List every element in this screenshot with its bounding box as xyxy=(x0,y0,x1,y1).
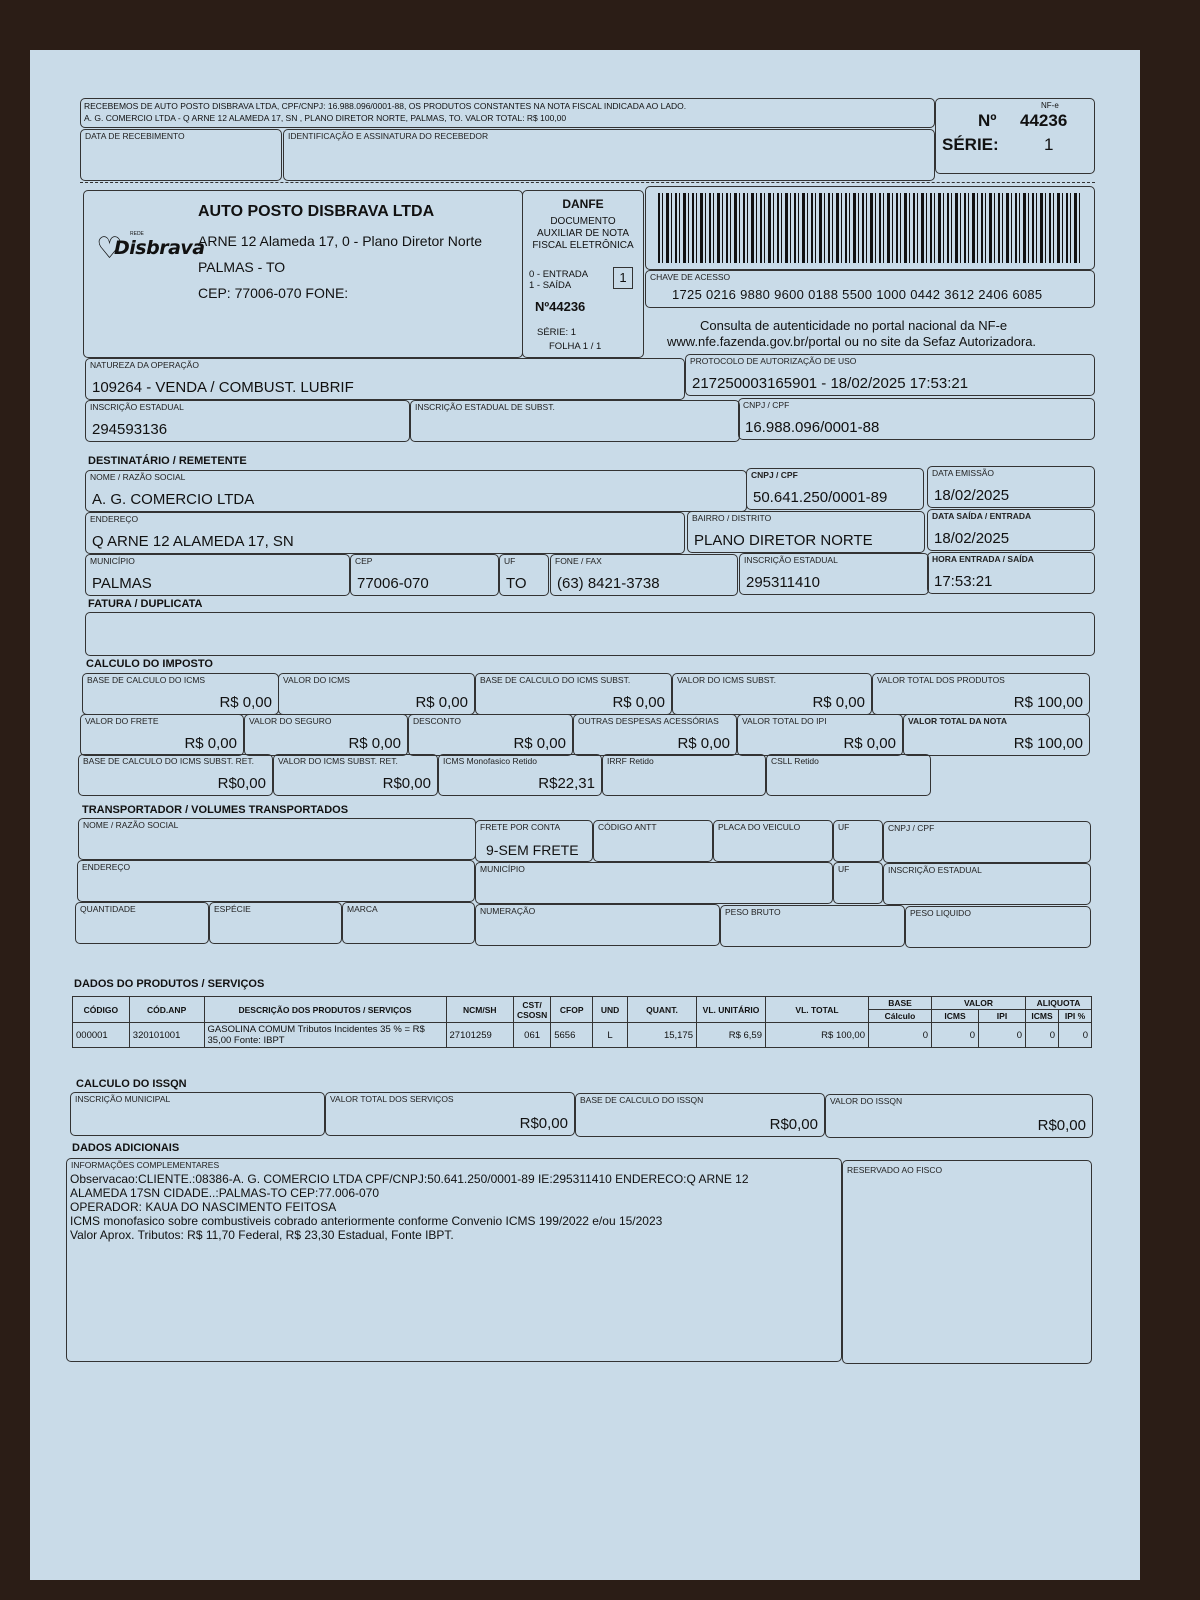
col-base-calculo: Cálculo xyxy=(869,1010,932,1023)
consult-text-1: Consulta de autenticidade no portal nacional da NF-e xyxy=(700,318,1008,333)
cell-valor-icms: 0 xyxy=(932,1023,979,1048)
cell-valor-ipi: 0 xyxy=(979,1023,1026,1048)
recipient-address-label: ENDEREÇO xyxy=(90,514,139,524)
tax-label: VALOR DO ICMS SUBST. xyxy=(677,675,777,685)
access-key: 1725 0216 9880 9600 0188 5500 1000 0442 3612 2406 6085 xyxy=(672,287,1043,302)
ie-label: INSCRIÇÃO ESTADUAL xyxy=(90,402,184,412)
peso-bruto-label: PESO BRUTO xyxy=(725,907,781,917)
qtd-label: QUANTIDADE xyxy=(80,904,136,914)
tax-label: VALOR TOTAL DA NOTA xyxy=(908,716,1008,726)
danfe-entrada: 0 - ENTRADA xyxy=(529,269,589,280)
tax-value: R$ 100,00 xyxy=(1013,694,1083,711)
logo-heart-icon: ♡ xyxy=(96,231,123,266)
emitter-name: AUTO POSTO DISBRAVA LTDA xyxy=(198,203,435,220)
col-descricao: DESCRIÇÃO DOS PRODUTOS / SERVIÇOS xyxy=(204,997,446,1023)
bairro-label: BAIRRO / DISTRITO xyxy=(692,513,772,523)
cell-cst: 061 xyxy=(514,1023,551,1048)
danfe-number: Nº44236 xyxy=(535,299,586,314)
issqn-section-title: CALCULO DO ISSQN xyxy=(76,1078,187,1090)
receipt-text: RECEBEMOS DE AUTO POSTO DISBRAVA LTDA, CPF/CNPJ: 16.988.096/0001-88, OS PRODUTOS CONSTANTES NA NOTA FISCAL INDICADA AO LADO. xyxy=(84,101,687,111)
receipt-date-box xyxy=(80,129,282,181)
emitter-cnpj-value: 16.988.096/0001-88 xyxy=(745,419,880,436)
tax-section-title: CALCULO DO IMPOSTO xyxy=(86,658,213,670)
transport-ie-label: INSCRIÇÃO ESTADUAL xyxy=(888,865,982,875)
emitter-address: ARNE 12 Alameda 17, 0 - Plano Diretor Norte xyxy=(198,233,483,249)
col-cst: CST/ CSOSN xyxy=(514,997,551,1023)
protocolo-label: PROTOCOLO DE AUTORIZAÇÃO DE USO xyxy=(690,356,857,366)
col-group-aliquota: ALIQUOTA xyxy=(1026,997,1092,1010)
logo-text: Disbrava xyxy=(114,237,205,259)
uf-value: TO xyxy=(506,575,527,592)
col-cfop: CFOP xyxy=(551,997,593,1023)
placa-box xyxy=(713,820,833,862)
col-group-valor: VALOR xyxy=(932,997,1026,1010)
cell-codigo: 000001 xyxy=(73,1023,130,1048)
receipt-text-2: A. G. COMERCIO LTDA - Q ARNE 12 ALAMEDA 17, SN , PLANO DIRETOR NORTE, PALMAS, TO. VALOR TOTAL: R$ 100,00 xyxy=(84,113,567,123)
hora-label: HORA ENTRADA / SAÍDA xyxy=(932,554,1034,564)
tax-label: CSLL Retido xyxy=(771,756,819,766)
danfe-sheet xyxy=(30,50,1140,1580)
info-label: INFORMAÇÕES COMPLEMENTARES xyxy=(71,1160,220,1170)
table-row xyxy=(73,1023,1092,1048)
danfe-tipo-box xyxy=(613,267,633,289)
hora-value: 17:53:21 xyxy=(934,573,993,590)
cell-aliq-icms: 0 xyxy=(1026,1023,1059,1048)
barcode-box xyxy=(645,186,1095,270)
tax-field-2-3 xyxy=(408,714,573,756)
especie-label: ESPÉCIE xyxy=(214,904,251,914)
tax-field-2-2 xyxy=(244,714,408,756)
recipient-ie-label: INSCRIÇÃO ESTADUAL xyxy=(744,555,838,565)
nfe-number: 44236 xyxy=(1020,111,1068,130)
antt-label: CÓDIGO ANTT xyxy=(598,822,657,832)
tax-value: R$ 0,00 xyxy=(843,735,896,752)
danfe-box xyxy=(522,190,644,358)
municipio-label: MUNICÍPIO xyxy=(90,556,135,566)
recipient-name-box xyxy=(85,470,747,512)
danfe-folha: FOLHA 1 / 1 xyxy=(549,341,602,352)
col-ncm: NCM/SH xyxy=(446,997,513,1023)
uf-label: UF xyxy=(504,556,516,566)
danfe-tipo: 1 xyxy=(619,270,627,285)
cell-descricao: GASOLINA COMUM Tributos Incidentes 35 % = R$ 35,00 Fonte: IBPT xyxy=(204,1023,446,1048)
marca-box xyxy=(342,902,475,944)
info-line-1: Observacao:CLIENTE.:08386-A. G. COMERCIO LTDA CPF/CNPJ:50.641.250/0001-89 IE:295311410 ENDERECO:Q ARNE 12 xyxy=(70,1172,749,1186)
tax-value: R$0,00 xyxy=(217,775,266,792)
transport-section-title: TRANSPORTADOR / VOLUMES TRANSPORTADOS xyxy=(82,804,349,816)
numeracao-label: NUMERAÇÃO xyxy=(480,906,536,916)
cut-line xyxy=(80,182,1095,183)
municipio-box xyxy=(85,554,350,596)
transport-ie-box xyxy=(883,863,1091,905)
emissao-value: 18/02/2025 xyxy=(934,487,1010,504)
consult-text-2: www.nfe.fazenda.gov.br/portal ou no site da Sefaz Autorizadora. xyxy=(667,334,1037,349)
tax-value: R$ 0,00 xyxy=(415,694,468,711)
tax-field-1-5 xyxy=(872,673,1090,715)
peso-liquido-label: PESO LIQUIDO xyxy=(910,908,971,918)
transport-address-label: ENDEREÇO xyxy=(82,862,131,872)
danfe-subtitle-2: AUXILIAR DE NOTA xyxy=(536,228,630,239)
tax-field-3-1 xyxy=(78,754,273,796)
nfe-number-box xyxy=(935,98,1095,174)
recipient-name-label: NOME / RAZÃO SOCIAL xyxy=(90,472,186,482)
im-label: INSCRIÇÃO MUNICIPAL xyxy=(75,1094,171,1104)
transport-uf-box xyxy=(833,820,883,862)
tax-field-1-1 xyxy=(82,673,279,715)
frete-box xyxy=(475,820,593,862)
info-line-2: ALAMEDA 17SN CIDADE..:PALMAS-TO CEP:77.006-070 xyxy=(70,1186,380,1200)
cell-unit: R$ 6,59 xyxy=(697,1023,766,1048)
tax-label: VALOR TOTAL DOS PRODUTOS xyxy=(877,675,1005,685)
recipient-cnpj-label: CNPJ / CPF xyxy=(751,470,798,480)
col-und: UND xyxy=(593,997,628,1023)
transport-uf2-label: UF xyxy=(838,864,850,874)
cep-box xyxy=(350,554,499,596)
transport-uf-label: UF xyxy=(838,822,850,832)
tax-field-2-4 xyxy=(573,714,737,756)
col-aliq-icms: ICMS xyxy=(1026,1010,1059,1023)
additional-section-title: DADOS ADICIONAIS xyxy=(72,1142,180,1154)
antt-box xyxy=(593,820,713,862)
tax-value: R$ 100,00 xyxy=(1013,735,1083,752)
danfe-title: DANFE xyxy=(562,197,604,211)
info-line-5: Valor Aprox. Tributos: R$ 11,70 Federal, R$ 23,30 Estadual, Fonte IBPT. xyxy=(70,1228,454,1242)
tax-label: BASE DE CALCULO DO ICMS xyxy=(87,675,206,685)
danfe-saida: 1 - SAÍDA xyxy=(529,280,572,291)
cell-anp: 320101001 xyxy=(129,1023,204,1048)
nfe-label: NF-e xyxy=(1041,101,1059,110)
col-unit: VL. UNITÁRIO xyxy=(697,997,766,1023)
especie-box xyxy=(209,902,342,944)
emissao-label: DATA EMISSÃO xyxy=(932,468,995,478)
cep-label: CEP xyxy=(355,556,373,566)
col-quant: QUANT. xyxy=(628,997,697,1023)
tax-field-1-2 xyxy=(278,673,475,715)
tax-label: VALOR TOTAL DO IPI xyxy=(742,716,827,726)
ie-box xyxy=(85,400,410,442)
tax-label: IRRF Retido xyxy=(607,756,654,766)
tax-field-3-2 xyxy=(273,754,438,796)
recipient-cnpj-box xyxy=(746,468,924,510)
tax-label: OUTRAS DESPESAS ACESSÓRIAS xyxy=(578,716,719,726)
products-table xyxy=(72,996,1092,1048)
col-group-base: BASE xyxy=(869,997,932,1010)
tax-label: VALOR DO SEGURO xyxy=(249,716,332,726)
barcode xyxy=(658,193,1082,263)
issqn-base-value: R$0,00 xyxy=(769,1116,818,1133)
col-anp: CÓD.ANP xyxy=(129,997,204,1023)
col-codigo: CÓDIGO xyxy=(73,997,130,1023)
saida-label: DATA SAÍDA / ENTRADA xyxy=(932,511,1032,521)
emitter-box xyxy=(83,190,523,358)
tax-field-3-4 xyxy=(602,754,766,796)
access-key-box xyxy=(645,270,1095,308)
issqn-valor-value: R$0,00 xyxy=(1037,1117,1086,1134)
tax-value: R$ 0,00 xyxy=(219,694,272,711)
receipt-text-box xyxy=(80,98,935,128)
cell-base: 0 xyxy=(869,1023,932,1048)
tax-value: R$0,00 xyxy=(382,775,431,792)
tax-value: R$22,31 xyxy=(538,775,595,792)
fisco-box xyxy=(842,1160,1092,1364)
logo-small-text: REDE xyxy=(130,231,144,237)
recipient-address-box xyxy=(85,512,685,554)
peso-bruto-box xyxy=(720,905,905,947)
transport-name-box xyxy=(78,818,476,860)
products-section-title: DADOS DO PRODUTOS / SERVIÇOS xyxy=(74,978,265,990)
col-valor-ipi: IPI xyxy=(979,1010,1026,1023)
cell-cfop: 5656 xyxy=(551,1023,593,1048)
recipient-name: A. G. COMERCIO LTDA xyxy=(92,491,255,508)
tax-value: R$ 0,00 xyxy=(812,694,865,711)
frete-value: 9-SEM FRETE xyxy=(486,842,579,858)
tax-label: BASE DE CALCULO DO ICMS SUBST. xyxy=(480,675,631,685)
tax-value: R$ 0,00 xyxy=(612,694,665,711)
tax-field-1-4 xyxy=(672,673,872,715)
marca-label: MARCA xyxy=(347,904,378,914)
transport-cnpj-label: CNPJ / CPF xyxy=(888,823,935,833)
col-valor-icms: ICMS xyxy=(932,1010,979,1023)
cell-aliq-ipi: 0 xyxy=(1059,1023,1092,1048)
access-key-label: CHAVE DE ACESSO xyxy=(650,272,731,282)
recipient-address: Q ARNE 12 ALAMEDA 17, SN xyxy=(92,533,294,550)
cell-ncm: 27101259 xyxy=(446,1023,513,1048)
cell-total: R$ 100,00 xyxy=(766,1023,869,1048)
emitter-cep: CEP: 77006-070 FONE: xyxy=(198,285,349,301)
vts-value: R$0,00 xyxy=(519,1115,568,1132)
tax-field-2-6 xyxy=(903,714,1090,756)
bairro-value: PLANO DIRETOR NORTE xyxy=(694,532,873,549)
saida-box xyxy=(927,509,1095,551)
protocolo-value: 217250003165901 - 18/02/2025 17:53:21 xyxy=(692,375,969,392)
vts-box xyxy=(325,1092,575,1136)
fone-box xyxy=(550,554,738,596)
ie-value: 294593136 xyxy=(92,421,168,438)
transport-municipio-box xyxy=(475,862,833,904)
transport-uf2-box xyxy=(833,862,883,904)
recipient-ie: 295311410 xyxy=(746,574,820,591)
nfe-no-label: Nº xyxy=(978,111,997,130)
cep-value: 77006-070 xyxy=(357,575,429,592)
danfe-serie: SÉRIE: 1 xyxy=(537,327,577,338)
nfe-serie: 1 xyxy=(1044,135,1054,154)
tax-field-2-1 xyxy=(80,714,244,756)
emitter-city: PALMAS - TO xyxy=(198,259,286,275)
transport-cnpj-box xyxy=(883,821,1091,863)
recipient-cnpj: 50.641.250/0001-89 xyxy=(753,489,888,506)
fone-value: (63) 8421-3738 xyxy=(557,575,660,592)
tax-field-2-5 xyxy=(737,714,903,756)
vts-label: VALOR TOTAL DOS SERVIÇOS xyxy=(330,1094,454,1104)
info-box xyxy=(66,1158,842,1362)
frete-label: FRETE POR CONTA xyxy=(480,822,561,832)
info-line-4: ICMS monofasico sobre combustiveis cobrado anteriormente conforme Convenio ICMS 199/2022 e/ou 15/2023 xyxy=(70,1214,663,1228)
uf-box xyxy=(499,554,549,596)
im-box xyxy=(70,1092,325,1136)
municipio-value: PALMAS xyxy=(92,575,152,592)
tax-label: ICMS Monofasico Retido xyxy=(443,756,538,766)
ie-subst-label: INSCRIÇÃO ESTADUAL DE SUBST. xyxy=(415,402,555,412)
cell-und: L xyxy=(593,1023,628,1048)
recipient-section-title: DESTINATÁRIO / REMETENTE xyxy=(88,455,247,467)
placa-label: PLACA DO VEICULO xyxy=(718,822,801,832)
receipt-date-label: DATA DE RECEBIMENTO xyxy=(85,131,185,141)
bairro-box xyxy=(687,511,925,553)
cell-quant: 15,175 xyxy=(628,1023,697,1048)
peso-liquido-box xyxy=(905,906,1091,948)
tax-value: R$ 0,00 xyxy=(184,735,237,752)
tax-label: VALOR DO ICMS SUBST. RET. xyxy=(278,756,398,766)
recipient-ie-box xyxy=(739,553,929,595)
tax-label: VALOR DO FRETE xyxy=(85,716,159,726)
info-line-3: OPERADOR: KAUA DO NASCIMENTO FEITOSA xyxy=(70,1200,337,1214)
issqn-base-label: BASE DE CALCULO DO ISSQN xyxy=(580,1095,704,1105)
tax-label: DESCONTO xyxy=(413,716,462,726)
disbrava-logo xyxy=(96,231,205,271)
hora-box xyxy=(927,552,1095,594)
receipt-sign-label: IDENTIFICAÇÃO E ASSINATURA DO RECEBEDOR xyxy=(288,131,489,141)
col-total: VL. TOTAL xyxy=(766,997,869,1023)
saida-value: 18/02/2025 xyxy=(934,530,1010,547)
protocolo-box xyxy=(685,354,1095,396)
natureza-value: 109264 - VENDA / COMBUST. LUBRIF xyxy=(92,379,354,396)
tax-label: VALOR DO ICMS xyxy=(283,675,350,685)
natureza-label: NATUREZA DA OPERAÇÃO xyxy=(90,360,199,370)
receipt-sign-box xyxy=(283,129,935,181)
fatura-box xyxy=(85,612,1095,656)
fone-label: FONE / FAX xyxy=(555,556,602,566)
tax-label: BASE DE CALCULO DO ICMS SUBST. RET. xyxy=(83,756,254,766)
col-aliq-ipi: IPI % xyxy=(1059,1010,1092,1023)
tax-field-3-5 xyxy=(766,754,931,796)
emissao-box xyxy=(927,466,1095,508)
danfe-subtitle-1: DOCUMENTO xyxy=(550,216,616,227)
numeracao-box xyxy=(475,904,720,946)
transport-address-box xyxy=(77,860,475,902)
transport-municipio-label: MUNICÍPIO xyxy=(480,864,525,874)
transport-name-label: NOME / RAZÃO SOCIAL xyxy=(83,820,179,830)
tax-value: R$ 0,00 xyxy=(513,735,566,752)
issqn-base-box xyxy=(575,1093,825,1137)
emitter-cnpj-label: CNPJ / CPF xyxy=(743,400,790,410)
tax-field-3-3 xyxy=(438,754,602,796)
natureza-box xyxy=(85,358,685,400)
emitter-cnpj-box xyxy=(738,398,1095,440)
danfe-subtitle-3: FISCAL ELETRÔNICA xyxy=(532,240,634,251)
tax-value: R$ 0,00 xyxy=(348,735,401,752)
qtd-box xyxy=(75,902,209,944)
fisco-label: RESERVADO AO FISCO xyxy=(847,1165,943,1175)
fatura-section-title: FATURA / DUPLICATA xyxy=(88,598,203,610)
ie-subst-box xyxy=(410,400,740,442)
tax-field-1-3 xyxy=(475,673,672,715)
issqn-valor-label: VALOR DO ISSQN xyxy=(830,1096,903,1106)
tax-value: R$ 0,00 xyxy=(677,735,730,752)
issqn-valor-box xyxy=(825,1094,1093,1138)
nfe-serie-label: SÉRIE: xyxy=(942,135,999,154)
